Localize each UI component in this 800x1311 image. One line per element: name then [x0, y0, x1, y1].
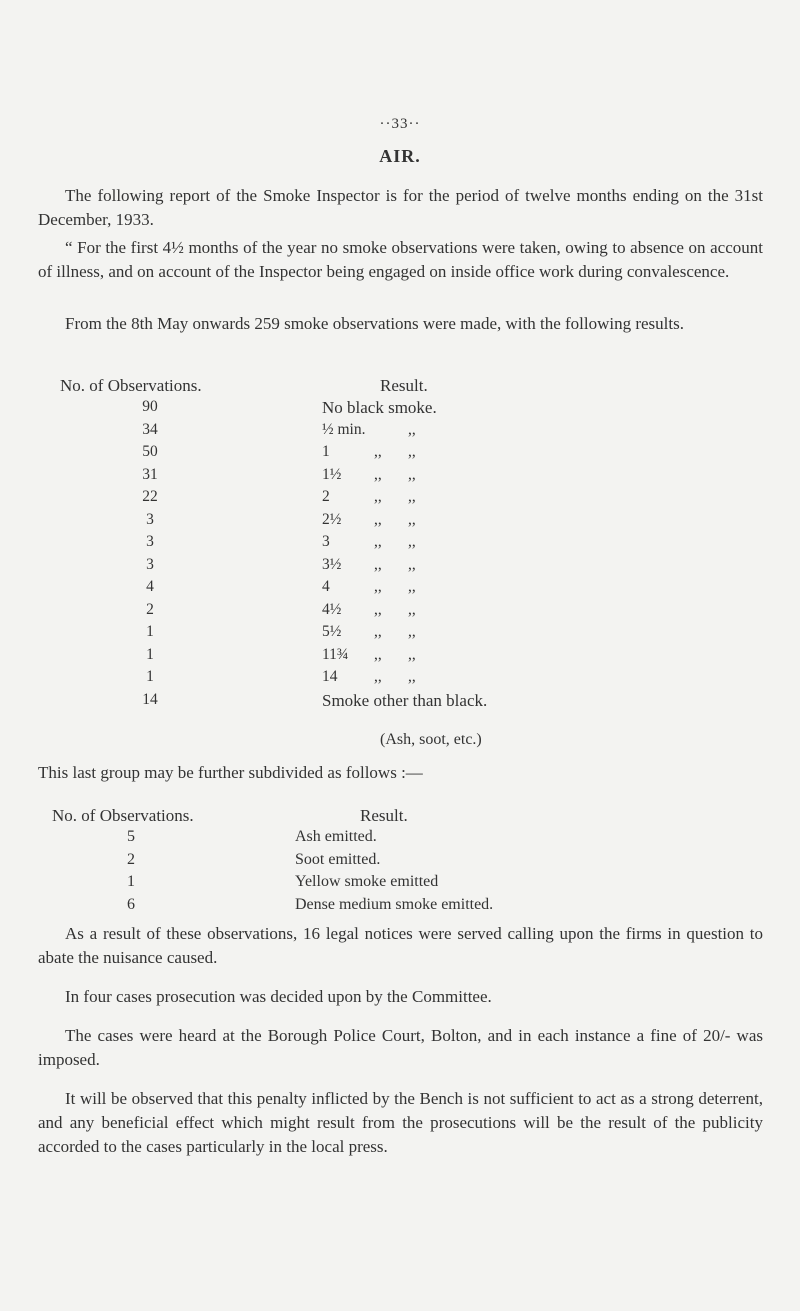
result-value: 1	[322, 443, 330, 460]
result-value: 4½	[322, 600, 342, 618]
ditto-mark: ,,	[374, 645, 382, 663]
observation-count: 1	[146, 645, 154, 663]
result-cell	[322, 443, 416, 461]
ditto-mark: ,,	[408, 510, 416, 528]
table1-row	[0, 578, 800, 600]
observation-count: 50	[142, 443, 158, 460]
table1-row	[0, 511, 800, 533]
observation-count: 5	[127, 828, 135, 845]
ditto-mark: ,,	[408, 623, 416, 640]
result-value: 3½	[322, 555, 342, 573]
ditto-mark: ,,	[408, 645, 416, 663]
ditto-mark: ,,	[374, 555, 382, 573]
ditto-mark: ,,	[408, 465, 416, 483]
result-cell	[322, 466, 416, 484]
table1-row	[0, 443, 800, 465]
result-cell	[322, 691, 487, 711]
result-value: No black smoke.	[322, 398, 437, 417]
ditto-mark: ,,	[408, 555, 416, 573]
observation-count: 3	[146, 533, 154, 550]
result-cell	[322, 421, 416, 439]
result-value: Yellow smoke emitted	[295, 873, 439, 890]
table1-col-result: Result.	[380, 376, 428, 395]
result-value: 4	[322, 578, 330, 595]
ditto-mark: ,,	[374, 578, 382, 595]
intro-paragraph: The following report of the Smoke Inspector is for the period of twelve months ending on the 31st December, 1933.	[38, 186, 763, 229]
ditto-mark: ,,	[408, 443, 416, 460]
result-value: 14	[322, 668, 338, 685]
table1-row	[0, 533, 800, 555]
notices-paragraph: As a result of these observations, 16 legal notices were served calling upon the firms in question to abate the nuisance caused.	[38, 924, 763, 967]
subdivide-paragraph: This last group may be further subdivided as follows :—	[38, 763, 423, 782]
result-cell	[322, 601, 416, 619]
ditto-mark: ,,	[408, 420, 416, 438]
result-value: 5½	[322, 623, 342, 640]
ditto-mark: ,,	[374, 465, 382, 483]
result-value: Soot emitted.	[295, 850, 381, 868]
table1-footnote: (Ash, soot, etc.)	[380, 731, 482, 748]
observation-count: 1	[127, 873, 135, 890]
result-cell	[322, 623, 416, 641]
table1-col-observations: No. of Observations.	[60, 376, 202, 395]
ditto-mark: ,,	[408, 600, 416, 618]
result-cell	[322, 646, 416, 664]
table2-col-observations: No. of Observations.	[52, 806, 194, 825]
table2-row	[0, 873, 800, 895]
court-paragraph: The cases were heard at the Borough Police Court, Bolton, and in each instance a fine of 20/- was imposed.	[38, 1026, 763, 1069]
ditto-mark: ,,	[374, 533, 382, 550]
result-cell	[322, 556, 416, 574]
page-number: ··33··	[379, 116, 421, 132]
result-cell	[322, 668, 416, 686]
table1-row	[0, 398, 800, 420]
ditto-mark: ,,	[408, 668, 416, 685]
result-value: Smoke other than black.	[322, 690, 488, 710]
result-value: Ash emitted.	[295, 828, 377, 845]
observation-count: 31	[142, 465, 158, 483]
ditto-mark: ,,	[408, 533, 416, 550]
observation-count: 2	[127, 850, 135, 868]
table1-row	[0, 623, 800, 645]
observation-count: 1	[146, 623, 154, 640]
ditto-mark: ,,	[374, 510, 382, 528]
result-cell	[322, 578, 416, 596]
ditto-mark: ,,	[408, 578, 416, 595]
result-value: 1½	[322, 465, 342, 483]
table2-row	[0, 896, 800, 918]
quote-paragraph: “ For the first 4½ months of the year no smoke observations were taken, owing to absence on account of illness, and on account of the Inspector being engaged on inside office work during convalescence.	[38, 238, 763, 281]
observation-count: 3	[146, 555, 154, 573]
ditto-mark: ,,	[374, 600, 382, 618]
ditto-mark: ,,	[374, 443, 382, 460]
observation-count: 6	[127, 895, 135, 913]
result-cell	[322, 488, 416, 506]
table1-row	[0, 646, 800, 668]
prosecution-paragraph: In four cases prosecution was decided upon by the Committee.	[65, 987, 492, 1006]
table2-col-result: Result.	[360, 806, 408, 825]
observation-count: 14	[142, 690, 158, 708]
ditto-mark: ,,	[374, 623, 382, 640]
observation-count: 4	[146, 578, 154, 595]
table2-row	[0, 851, 800, 873]
result-cell	[322, 511, 416, 529]
table2-row	[0, 828, 800, 850]
table1-row	[0, 668, 800, 690]
table1-row	[0, 466, 800, 488]
result-value: ½ min.	[322, 420, 366, 438]
ditto-mark: ,,	[374, 488, 382, 505]
observed-paragraph: It will be observed that this penalty inflicted by the Bench is not sufficient to act as a strong deterrent, and any beneficial effect which might result from the prosecutions will be the result of the publicity accorded to the cases particularly in the local press.	[38, 1089, 763, 1156]
result-cell	[322, 533, 416, 551]
observation-count: 1	[146, 668, 154, 685]
observation-count: 90	[142, 398, 158, 415]
result-value: 2½	[322, 510, 342, 528]
observation-count: 3	[146, 510, 154, 528]
table1-row	[0, 556, 800, 578]
observation-count: 34	[142, 420, 158, 438]
result-cell	[322, 398, 437, 418]
table1-row	[0, 488, 800, 510]
result-value: 3	[322, 533, 330, 550]
observations-paragraph: From the 8th May onwards 259 smoke observations were made, with the following results.	[65, 314, 684, 333]
table1-row	[0, 421, 800, 443]
table1-row	[0, 601, 800, 623]
section-heading: AIR.	[379, 146, 421, 166]
observation-count: 2	[146, 600, 154, 618]
result-value: Dense medium smoke emitted.	[295, 895, 494, 913]
observation-count: 22	[142, 488, 158, 505]
result-value: 2	[322, 488, 330, 505]
result-value: 11¾	[322, 645, 349, 663]
ditto-mark: ,,	[374, 668, 382, 685]
ditto-mark: ,,	[408, 488, 416, 505]
table1-row	[0, 691, 800, 713]
